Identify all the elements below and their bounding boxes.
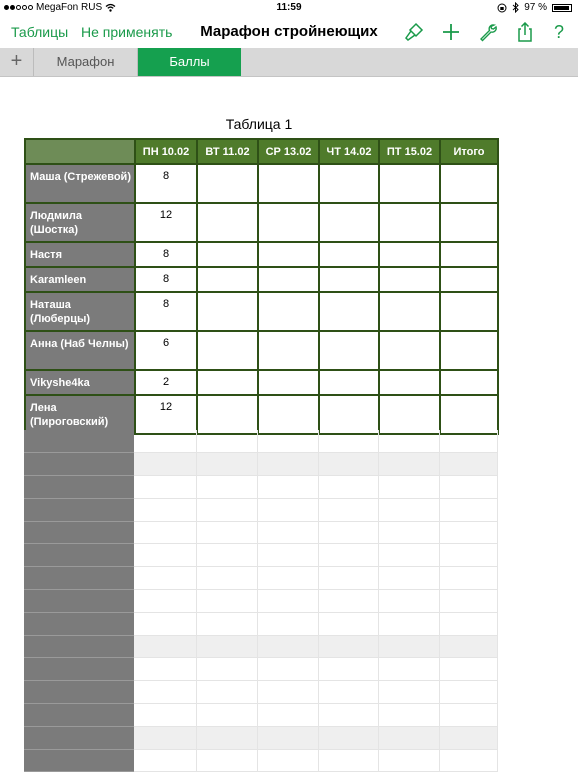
row-name-cell[interactable]: Karamleen — [25, 267, 135, 292]
row-name-cell[interactable]: Наташа (Люберцы) — [25, 292, 135, 331]
wrench-icon[interactable] — [478, 22, 498, 42]
tab-marathon[interactable]: Марафон — [34, 48, 138, 76]
empty-cell[interactable] — [379, 164, 440, 203]
row-name-cell[interactable]: Лена (Пироговский) — [25, 395, 135, 434]
empty-row — [24, 476, 497, 499]
table-row — [25, 242, 498, 267]
empty-row — [24, 749, 497, 772]
empty-cell[interactable] — [319, 267, 379, 292]
score-cell[interactable]: 8 — [135, 242, 197, 267]
add-sheet-icon[interactable]: + — [0, 48, 34, 76]
column-header[interactable]: ВТ 11.02 — [197, 139, 258, 164]
data-table — [24, 138, 499, 435]
empty-cell[interactable] — [258, 331, 319, 370]
empty-cell[interactable] — [197, 370, 258, 395]
help-button[interactable]: ? — [553, 22, 564, 42]
empty-cell[interactable] — [379, 395, 440, 434]
empty-cell[interactable] — [319, 203, 379, 242]
empty-cell[interactable] — [197, 203, 258, 242]
empty-cell[interactable] — [197, 331, 258, 370]
tab-points[interactable]: Баллы — [138, 48, 241, 76]
empty-cell[interactable] — [379, 331, 440, 370]
empty-cell[interactable] — [319, 331, 379, 370]
toolbar — [0, 16, 578, 48]
score-cell[interactable]: 8 — [135, 267, 197, 292]
empty-row — [24, 521, 497, 544]
corner-cell[interactable] — [25, 139, 135, 164]
empty-cell[interactable] — [379, 267, 440, 292]
empty-row — [24, 430, 497, 453]
row-name-cell[interactable]: Vikyshe4ka — [25, 370, 135, 395]
row-name-cell[interactable]: Людмила (Шостка) — [25, 203, 135, 242]
score-cell[interactable]: 8 — [135, 164, 197, 203]
score-cell[interactable]: 6 — [135, 331, 197, 370]
empty-cell[interactable] — [379, 370, 440, 395]
empty-cell[interactable] — [440, 267, 498, 292]
column-header[interactable]: ПТ 15.02 — [379, 139, 440, 164]
empty-row — [24, 681, 497, 704]
row-name-cell[interactable]: Настя — [25, 242, 135, 267]
empty-cell[interactable] — [319, 242, 379, 267]
empty-cell[interactable] — [440, 370, 498, 395]
empty-row — [24, 658, 497, 681]
empty-cell[interactable] — [319, 370, 379, 395]
score-cell[interactable]: 12 — [135, 203, 197, 242]
score-cell[interactable]: 8 — [135, 292, 197, 331]
empty-sheet-area — [24, 430, 498, 772]
empty-cell[interactable] — [258, 203, 319, 242]
document-title: Марафон стройнеющих — [200, 23, 378, 40]
empty-cell[interactable] — [379, 292, 440, 331]
header-row — [25, 139, 498, 164]
table-title: Таблица 1 — [225, 116, 293, 132]
empty-cell[interactable] — [197, 242, 258, 267]
table-row — [25, 267, 498, 292]
carrier-name: MegaFon RUS — [36, 2, 103, 13]
score-cell[interactable]: 12 — [135, 395, 197, 434]
table-row — [25, 292, 498, 331]
empty-row — [24, 726, 497, 749]
empty-cell[interactable] — [197, 267, 258, 292]
table-row — [25, 164, 498, 203]
empty-row — [24, 590, 497, 613]
empty-cell[interactable] — [258, 164, 319, 203]
empty-row — [24, 704, 497, 727]
table-row — [25, 203, 498, 242]
undo-button[interactable]: Не применять — [81, 24, 173, 40]
empty-cell[interactable] — [258, 267, 319, 292]
share-icon[interactable] — [515, 22, 535, 42]
tables-button[interactable]: Таблицы — [11, 24, 69, 40]
column-header[interactable]: ЧТ 14.02 — [319, 139, 379, 164]
empty-cell[interactable] — [379, 203, 440, 242]
table-row — [25, 331, 498, 370]
clock: 11:59 — [276, 2, 302, 13]
battery-icon — [552, 4, 572, 12]
empty-cell[interactable] — [319, 292, 379, 331]
sheet-tab-bar — [0, 48, 578, 77]
rotation-lock-icon — [497, 3, 507, 13]
empty-cell[interactable] — [440, 242, 498, 267]
empty-cell[interactable] — [258, 292, 319, 331]
table-row — [25, 395, 498, 434]
empty-row — [24, 453, 497, 476]
empty-cell[interactable] — [319, 395, 379, 434]
column-header[interactable]: СР 13.02 — [258, 139, 319, 164]
score-cell[interactable]: 2 — [135, 370, 197, 395]
battery-percent: 97 % — [524, 2, 547, 13]
row-name-cell[interactable]: Анна (Наб Челны) — [25, 331, 135, 370]
empty-cell[interactable] — [319, 164, 379, 203]
empty-cell[interactable] — [258, 242, 319, 267]
empty-row — [24, 635, 497, 658]
empty-cell[interactable] — [440, 164, 498, 203]
empty-cell[interactable] — [440, 292, 498, 331]
bluetooth-icon — [512, 2, 519, 13]
empty-cell[interactable] — [379, 242, 440, 267]
format-brush-icon[interactable] — [404, 22, 424, 42]
empty-row — [24, 498, 497, 521]
empty-cell[interactable] — [197, 395, 258, 434]
empty-cell[interactable] — [440, 331, 498, 370]
table-row — [25, 370, 498, 395]
empty-cell[interactable] — [440, 395, 498, 434]
status-bar — [0, 0, 578, 16]
column-header[interactable]: Итого — [440, 139, 498, 164]
empty-row — [24, 544, 497, 567]
add-icon[interactable] — [441, 22, 461, 42]
column-header[interactable]: ПН 10.02 — [135, 139, 197, 164]
row-name-cell[interactable]: Маша (Стрежевой) — [25, 164, 135, 203]
empty-cell[interactable] — [197, 164, 258, 203]
empty-cell[interactable] — [197, 292, 258, 331]
empty-cell[interactable] — [258, 395, 319, 434]
empty-row — [24, 567, 497, 590]
empty-row — [24, 612, 497, 635]
empty-cell[interactable] — [258, 370, 319, 395]
empty-cell[interactable] — [440, 203, 498, 242]
